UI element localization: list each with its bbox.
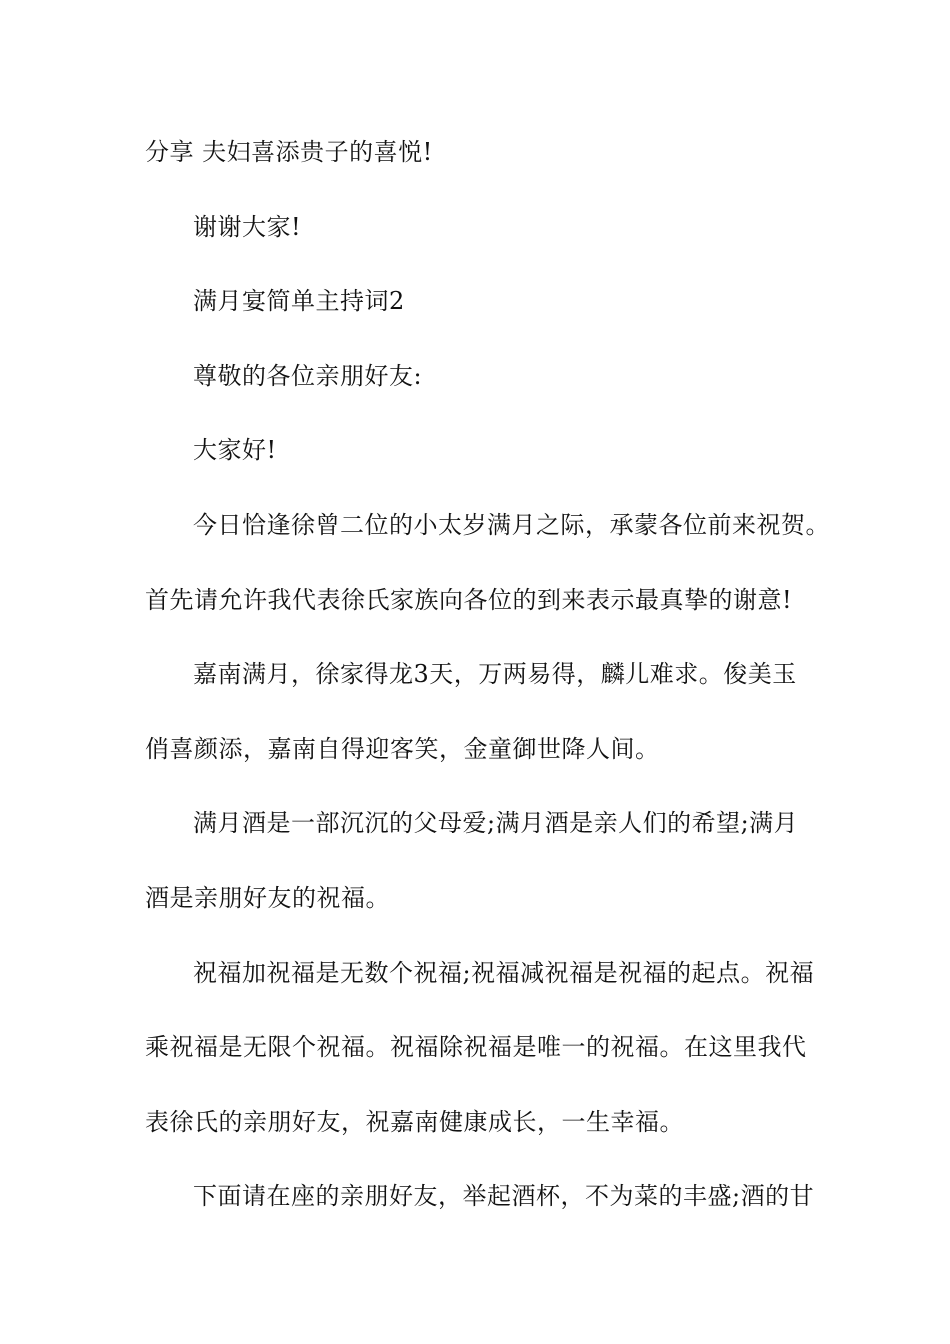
paragraph-line: 今日恰逢徐曾二位的小太岁满月之际，承蒙各位前来祝贺。 [193, 511, 830, 539]
paragraph-line: 满月酒是一部沉沉的父母爱;满月酒是亲人们的希望;满月 [193, 809, 799, 837]
section-heading: 满月宴简单主持词2 [193, 287, 405, 315]
paragraph-line: 下面请在座的亲朋好友，举起酒杯，不为菜的丰盛;酒的甘 [193, 1182, 815, 1210]
paragraph-line: 乘祝福是无限个祝福。祝福除祝福是唯一的祝福。在这里我代 [145, 1033, 807, 1061]
paragraph-line: 酒是亲朋好友的祝福。 [145, 884, 390, 912]
paragraph-line: 嘉南满月，徐家得龙3天，万两易得，麟儿难求。俊美玉 [193, 660, 797, 688]
paragraph-line: 大家好! [193, 436, 277, 464]
paragraph-line: 首先请允许我代表徐氏家族向各位的到来表示最真挚的谢意! [145, 586, 793, 614]
paragraph-line: 祝福加祝福是无数个祝福;祝福减祝福是祝福的起点。祝福 [193, 959, 815, 987]
paragraph-line: 表徐氏的亲朋好友，祝嘉南健康成长，一生幸福。 [145, 1108, 684, 1136]
paragraph-line: 尊敬的各位亲朋好友: [193, 362, 423, 390]
paragraph-line: 俏喜颜添，嘉南自得迎客笑，金童御世降人间。 [145, 735, 660, 763]
paragraph-line: 分享 夫妇喜添贵子的喜悦! [145, 138, 433, 166]
paragraph-line: 谢谢大家! [193, 213, 302, 241]
